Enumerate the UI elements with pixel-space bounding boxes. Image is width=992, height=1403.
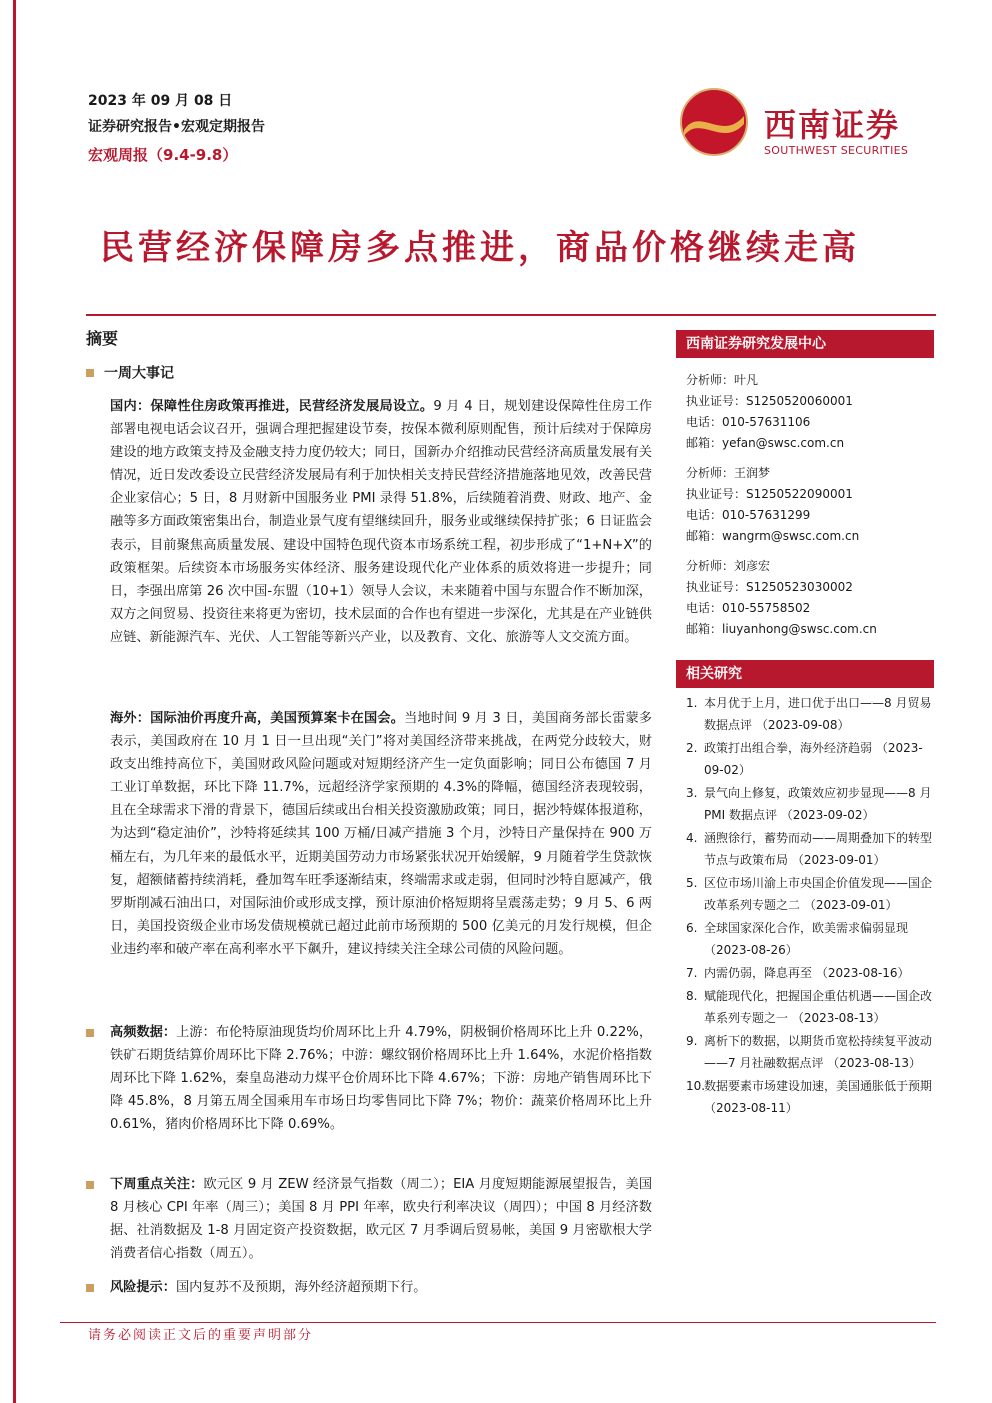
related-item-number: 10. bbox=[686, 1079, 706, 1093]
related-item-number: 8. bbox=[686, 989, 698, 1003]
summary-heading: 摘要 bbox=[86, 329, 119, 348]
company-logo bbox=[678, 86, 928, 166]
risk-paragraph bbox=[110, 1276, 652, 1299]
bullet-square-icon bbox=[86, 369, 94, 377]
related-item-text: 涵煦徐行，蓄势而动——周期叠加下的转型节点与政策布局 （2023-09-01） bbox=[704, 831, 933, 867]
logo-name-cn: 西南证券 bbox=[764, 106, 901, 144]
next-week-body: 欧元区 9 月 ZEW 经济景气指数（周二）；EIA 月度短期能源展望报告，美国 8 月核心 CPI 年率（周三）；美国 8 月 PPI 年率，欧央行利率决议（周四）；中国 8 月经济数据、社消数据及 1-8 月固定资产投资数据，欧元区 7 月季调后贸易帐，美国 9 月密歇根大学消费者信心指数（周五）。 bbox=[110, 1177, 653, 1262]
analyst-cert: 执业证号：S1250523030002 bbox=[686, 580, 853, 594]
related-item-text: 内需仍弱，降息再至 （2023-08-16） bbox=[704, 966, 910, 980]
overseas-paragraph bbox=[110, 707, 652, 961]
related-item-text: 离析下的数据，以期货币宽松持续复平波动——7 月社融数据点评 （2023-08-13） bbox=[704, 1034, 933, 1070]
next-week-paragraph bbox=[110, 1173, 652, 1265]
hf-paragraph bbox=[110, 1021, 652, 1136]
section-week-events bbox=[86, 362, 174, 383]
domestic-lead: 国内：保障性住房政策再推进，民营经济发展局设立。 bbox=[110, 399, 434, 414]
next-week-section bbox=[86, 1173, 652, 1265]
analyst-cert: 执业证号：S1250520060001 bbox=[686, 394, 853, 408]
related-item[interactable] bbox=[686, 692, 932, 736]
analyst-email[interactable]: 邮箱：liuyanhong@swsc.com.cn bbox=[686, 622, 877, 636]
related-item[interactable] bbox=[686, 782, 932, 826]
analyst-email[interactable]: 邮箱：yefan@swsc.com.cn bbox=[686, 436, 845, 450]
related-item-text: 赋能现代化，把握国企重估机遇——国企改革系列专题之一 （2023-08-13） bbox=[704, 989, 933, 1025]
related-item-text: 景气向上修复，政策效应初步显现——8 月 PMI 数据点评 （2023-09-02） bbox=[704, 786, 932, 822]
risk-section bbox=[86, 1276, 652, 1299]
risk-body: 国内复苏不及预期，海外经济超预期下行。 bbox=[175, 1280, 427, 1295]
analyst-name: 分析师：刘彦宏 bbox=[686, 559, 771, 573]
related-research-title: 相关研究 bbox=[676, 660, 934, 688]
domestic-body: 9 月 4 日，规划建设保障性住房工作部署电视电话会议召开，强调合理把握建设节奏，按保本微利原则配售，预计后续对于保障房建设的地方政策支持及金融支持力度仍较大；同日，国新办介绍推动民营经济高质量发展有关情况，近日发改委设立民营经济发展局有利于加快相关支持民营经济措施落地见效，改善民营企业家信心；5 日，8 月财新中国服务业 PMI 录得 51.8%，后续随着消费、财政、地产、金融等多方面政策密集出台，制造业景气度有望继续回升，服务业或继续保持扩张；6 日证监会表示，目前聚焦高质量发展、建设中国特色现代资本市场系统工程，初步形成了“1+N+X”的政策框架。后续资本市场服务实体经济、服务建设现代化产业体系的质效将进一步提升；同日，李强出席第 26 次中国-东盟（10+1）领导人会议，未来随着中国与东盟合作不断加深，双方之间贸易、投资往来将更为密切，技术层面的合作也有望进一步深化，尤其是在产业链供应链、新能源汽车、光伏、人工智能等新兴产业，以及教育、文化、旅游等人文交流方面。 bbox=[110, 399, 653, 645]
top-divider bbox=[86, 314, 936, 316]
analyst-card bbox=[686, 463, 859, 547]
footer-divider bbox=[60, 1322, 936, 1323]
related-item-number: 5. bbox=[686, 876, 698, 890]
swsc-logo-icon bbox=[678, 86, 750, 158]
analyst-card bbox=[686, 370, 853, 454]
related-item[interactable] bbox=[686, 1030, 932, 1074]
left-accent-bar bbox=[13, 0, 16, 1403]
related-item-number: 2. bbox=[686, 741, 698, 755]
disclaimer-note: 请务必阅读正文后的重要声明部分 bbox=[88, 1328, 314, 1343]
related-item-number: 7. bbox=[686, 966, 698, 980]
related-item[interactable] bbox=[686, 1075, 932, 1119]
hf-section bbox=[86, 1021, 652, 1136]
related-item-text: 政策打出组合拳，海外经济趋弱 （2023-09-02） bbox=[704, 741, 923, 777]
related-item[interactable] bbox=[686, 827, 932, 871]
logo-name-en: SOUTHWEST SECURITIES bbox=[764, 144, 909, 157]
analyst-email[interactable]: 邮箱：wangrm@swsc.com.cn bbox=[686, 529, 860, 543]
analyst-cert: 执业证号：S1250522090001 bbox=[686, 487, 853, 501]
bullet-square-icon bbox=[86, 1029, 94, 1037]
related-item-number: 9. bbox=[686, 1034, 698, 1048]
analyst-tel: 电话：010-57631106 bbox=[686, 415, 811, 429]
related-item-text: 本月优于上月，进口优于出口——8 月贸易数据点评 （2023-09-08） bbox=[704, 696, 932, 732]
analyst-name: 分析师：王润梦 bbox=[686, 466, 771, 480]
related-item-text: 区位市场川渝上市央国企价值发现——国企改革系列专题之二 （2023-09-01） bbox=[704, 876, 933, 912]
analyst-card bbox=[686, 556, 877, 640]
related-item[interactable] bbox=[686, 962, 932, 984]
overseas-body: 当地时间 9 月 3 日，美国商务部长雷蒙多表示，美国政府在 10 月 1 日一旦出现“关门”将对美国经济带来挑战，在两党分歧较大，财政支出维持高位下，美国财政风险问题或对短期经济产生一定负面影响；同日公布德国 7 月工业订单数据，环比下降 11.7%，远超经济学家预期的 4.3%的降幅，德国经济表现较弱，且在全球需求下滑的背景下，德国后续或出台相关投资激励政策；同日，据沙特媒体报道称，为达到“稳定油价”，沙特将延续其 100 万桶/日减产措施 3 个月，沙特日产量保持在 900 万桶左右，为几年来的最低水平，近期美国劳动力市场紧张状况开始缓解，9 月随着学生贷款恢复，超额储蓄持续消耗，叠加驾车旺季逐渐结束，终端需求或走弱，但同时沙特自愿减产，俄罗斯削减石油出口，对国际油价或形成支撑，预计原油价格短期将呈震荡走势；9 月 5、6 两日，美国投资级企业市场发债规模就已超过此前市场预期的 500 亿美元的月发行规模，但企业违约率和破产率在高利率水平下飙升，建议持续关注全球公司债的风险问题。 bbox=[110, 711, 653, 957]
report-type: 证券研究报告•宏观定期报告 bbox=[88, 119, 265, 135]
analyst-tel: 电话：010-57631299 bbox=[686, 508, 811, 522]
research-center-title: 西南证券研究发展中心 bbox=[676, 330, 934, 358]
related-item-number: 3. bbox=[686, 786, 698, 800]
related-item[interactable] bbox=[686, 737, 932, 781]
report-date: 2023 年 09 月 08 日 bbox=[88, 93, 233, 109]
page-title: 民营经济保障房多点推进，商品价格继续走高 bbox=[100, 228, 860, 268]
related-item-number: 1. bbox=[686, 696, 698, 710]
next-week-lead: 下周重点关注： bbox=[110, 1177, 204, 1192]
analyst-name: 分析师：叶凡 bbox=[686, 373, 759, 387]
domestic-paragraph bbox=[110, 395, 652, 649]
related-item[interactable] bbox=[686, 985, 932, 1029]
weekly-label: 宏观周报（9.4-9.8） bbox=[88, 146, 238, 164]
related-item[interactable] bbox=[686, 872, 932, 916]
related-item-number: 6. bbox=[686, 921, 698, 935]
risk-lead: 风险提示： bbox=[110, 1280, 176, 1295]
bullet-square-icon bbox=[86, 1181, 94, 1189]
related-item-text: 数据要素市场建设加速，美国通胀低于预期 （2023-08-11） bbox=[704, 1079, 933, 1115]
related-item-text: 全球国家深化合作，欧美需求偏弱显现 （2023-08-26） bbox=[704, 921, 909, 957]
related-research-list bbox=[686, 692, 932, 1120]
section-label: 一周大事记 bbox=[104, 365, 174, 382]
related-item-number: 4. bbox=[686, 831, 698, 845]
related-item[interactable] bbox=[686, 917, 932, 961]
hf-lead: 高频数据： bbox=[110, 1025, 177, 1040]
overseas-lead: 海外：国际油价再度升高，美国预算案卡在国会。 bbox=[110, 711, 405, 726]
bullet-square-icon bbox=[86, 1284, 94, 1292]
analyst-tel: 电话：010-55758502 bbox=[686, 601, 811, 615]
hf-body: 上游：布伦特原油现货均价周环比上升 4.79%，阴极铜价格周环比上升 0.22%，铁矿石期货结算价周环比下降 2.76%；中游：螺纹钢价格周环比上升 1.64%，水泥价格指数周环比下降 1.62%，秦皇岛港动力煤平仓价周环比下降 4.67%；下游：房地产销售周环比下降 45.8%，8 月第五周全国乘用车市场日均零售同比下降 7%；物价：蔬菜价格周环比上升 0.61%，猪肉价格周环比下降 0.69%。 bbox=[110, 1025, 653, 1133]
